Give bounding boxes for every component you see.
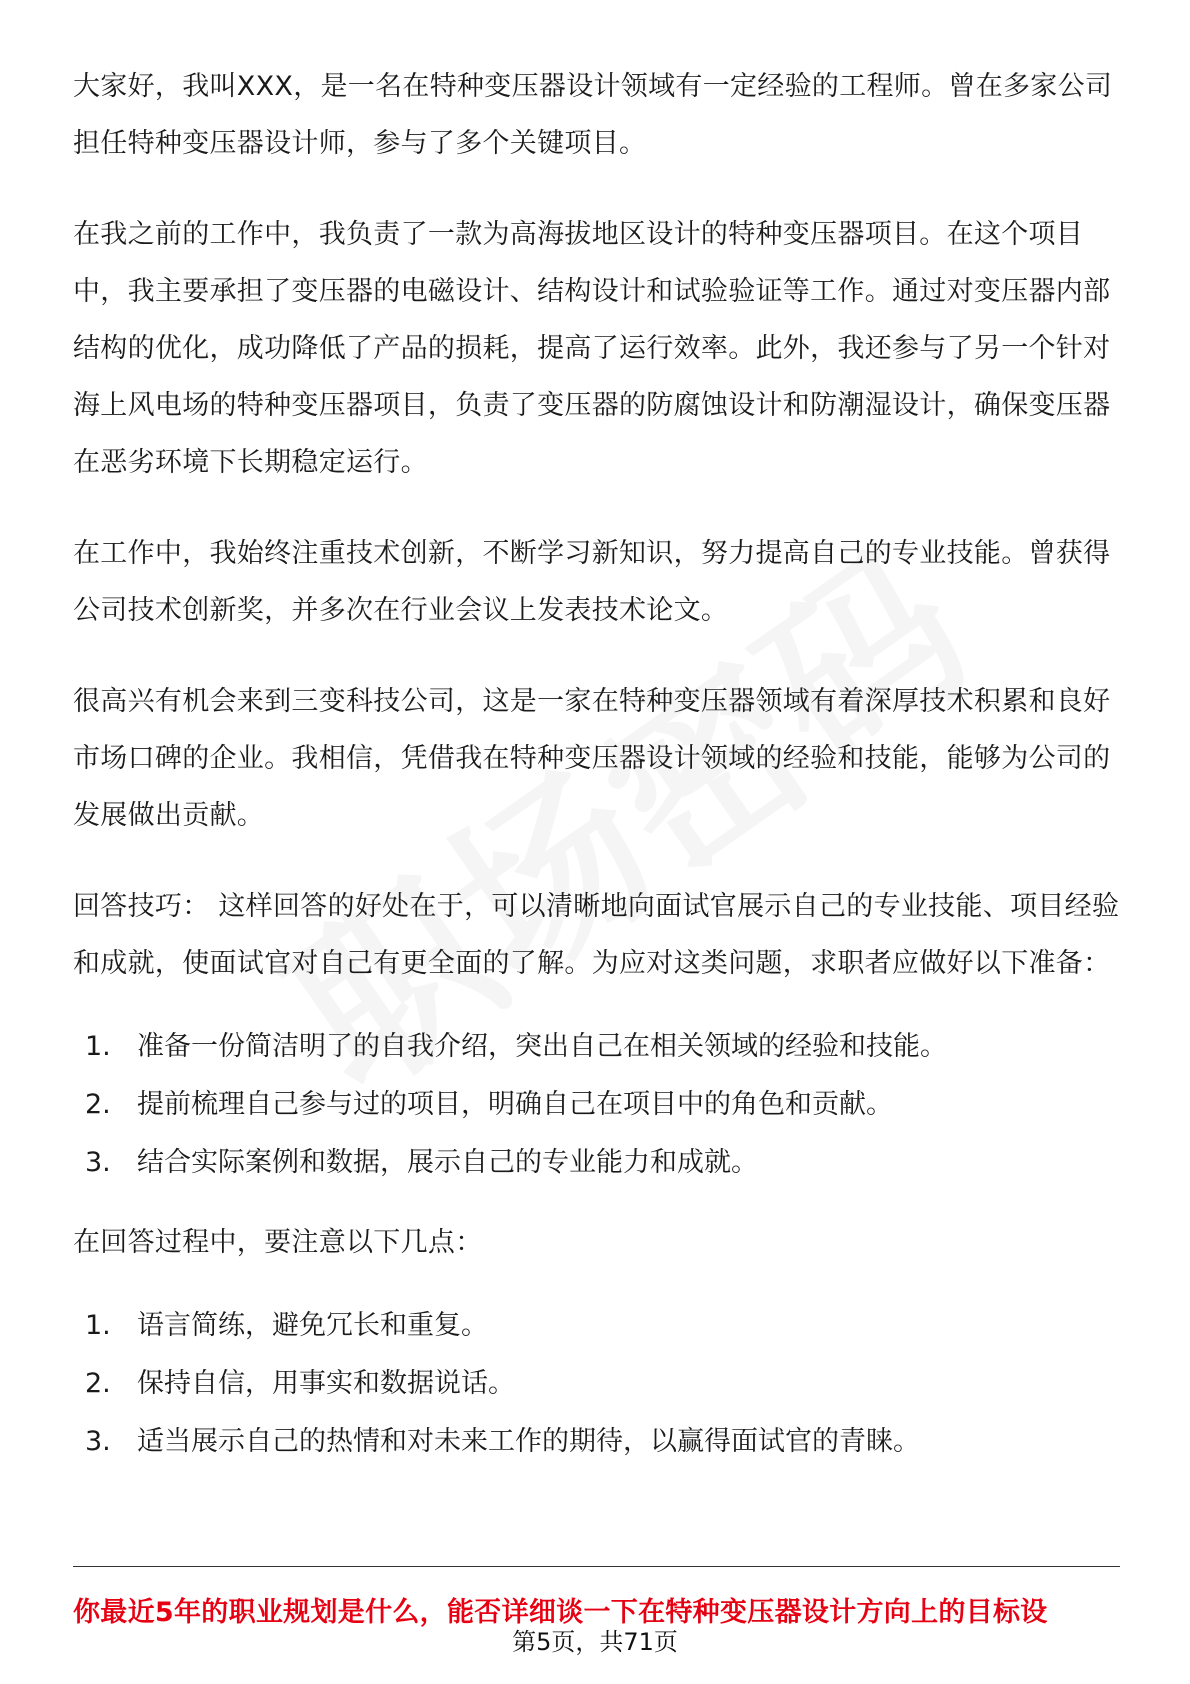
paragraph-tips: 回答技巧： 这样回答的好处在于，可以清晰地向面试官展示自己的专业技能、项目经验和成就，使面试官对自己有更全面的了解。为应对这类问题，求职者应做好以下准备： [73, 891, 1120, 979]
list-item [85, 1413, 1120, 1471]
paragraph-intro: 大家好，我叫XXX，是一名在特种变压器设计领域有一定经验的工程师。曾在多家公司担任特种变压器设计师，参与了多个关键项目。 [73, 71, 1113, 159]
paragraph-work-experience: 在我之前的工作中，我负责了一款为高海拔地区设计的特种变压器项目。在这个项目中，我主要承担了变压器的电磁设计、结构设计和试验验证等工作。通过对变压器内部结构的优化，成功降低了产品的损耗，提高了运行效率。此外，我还参与了另一个针对海上风电场的特种变压器项目，负责了变压器的防腐蚀设计和防潮湿设计，确保变压器在恶劣环境下长期稳定运行。 [73, 219, 1111, 478]
list-number: 3. [85, 1426, 111, 1457]
section-divider [73, 1566, 1120, 1567]
page-number: 第5页，共71页 [512, 1628, 678, 1656]
paragraph-attention: 在回答过程中，要注意以下几点： [73, 1227, 483, 1258]
list-number: 3. [85, 1147, 111, 1178]
next-question-heading: 你最近5年的职业规划是什么，能否详细谈一下在特种变压器设计方向上的目标设 [73, 1597, 1048, 1628]
preparation-list [73, 1018, 1120, 1192]
list-item [85, 1018, 1120, 1076]
list-item [85, 1297, 1120, 1355]
list-item-text: 准备一份简洁明了的自我介绍，突出自己在相关领域的经验和技能。 [137, 1031, 947, 1062]
list-item [85, 1134, 1120, 1192]
paragraph-company: 很高兴有机会来到三变科技公司，这是一家在特种变压器领域有着深厚技术积累和良好市场口碑的企业。我相信，凭借我在特种变压器设计领域的经验和技能，能够为公司的发展做出贡献。 [73, 686, 1111, 831]
list-item-text: 保持自信，用事实和数据说话。 [137, 1368, 515, 1399]
list-number: 2. [85, 1368, 111, 1399]
attention-list [73, 1297, 1120, 1471]
list-item [85, 1076, 1120, 1134]
list-number: 1. [85, 1310, 111, 1341]
list-item-text: 语言简练，避免冗长和重复。 [137, 1310, 488, 1341]
list-number: 1. [85, 1031, 111, 1062]
list-item-text: 适当展示自己的热情和对未来工作的期待，以赢得面试官的青睐。 [137, 1426, 920, 1457]
document-body [73, 58, 1120, 1471]
list-item-text: 提前梳理自己参与过的项目，明确自己在项目中的角色和贡献。 [137, 1089, 893, 1120]
list-item [85, 1355, 1120, 1413]
list-number: 2. [85, 1089, 111, 1120]
paragraph-innovation: 在工作中，我始终注重技术创新，不断学习新知识，努力提高自己的专业技能。曾获得公司技术创新奖，并多次在行业会议上发表技术论文。 [73, 538, 1111, 626]
list-item-text: 结合实际案例和数据，展示自己的专业能力和成就。 [137, 1147, 758, 1178]
